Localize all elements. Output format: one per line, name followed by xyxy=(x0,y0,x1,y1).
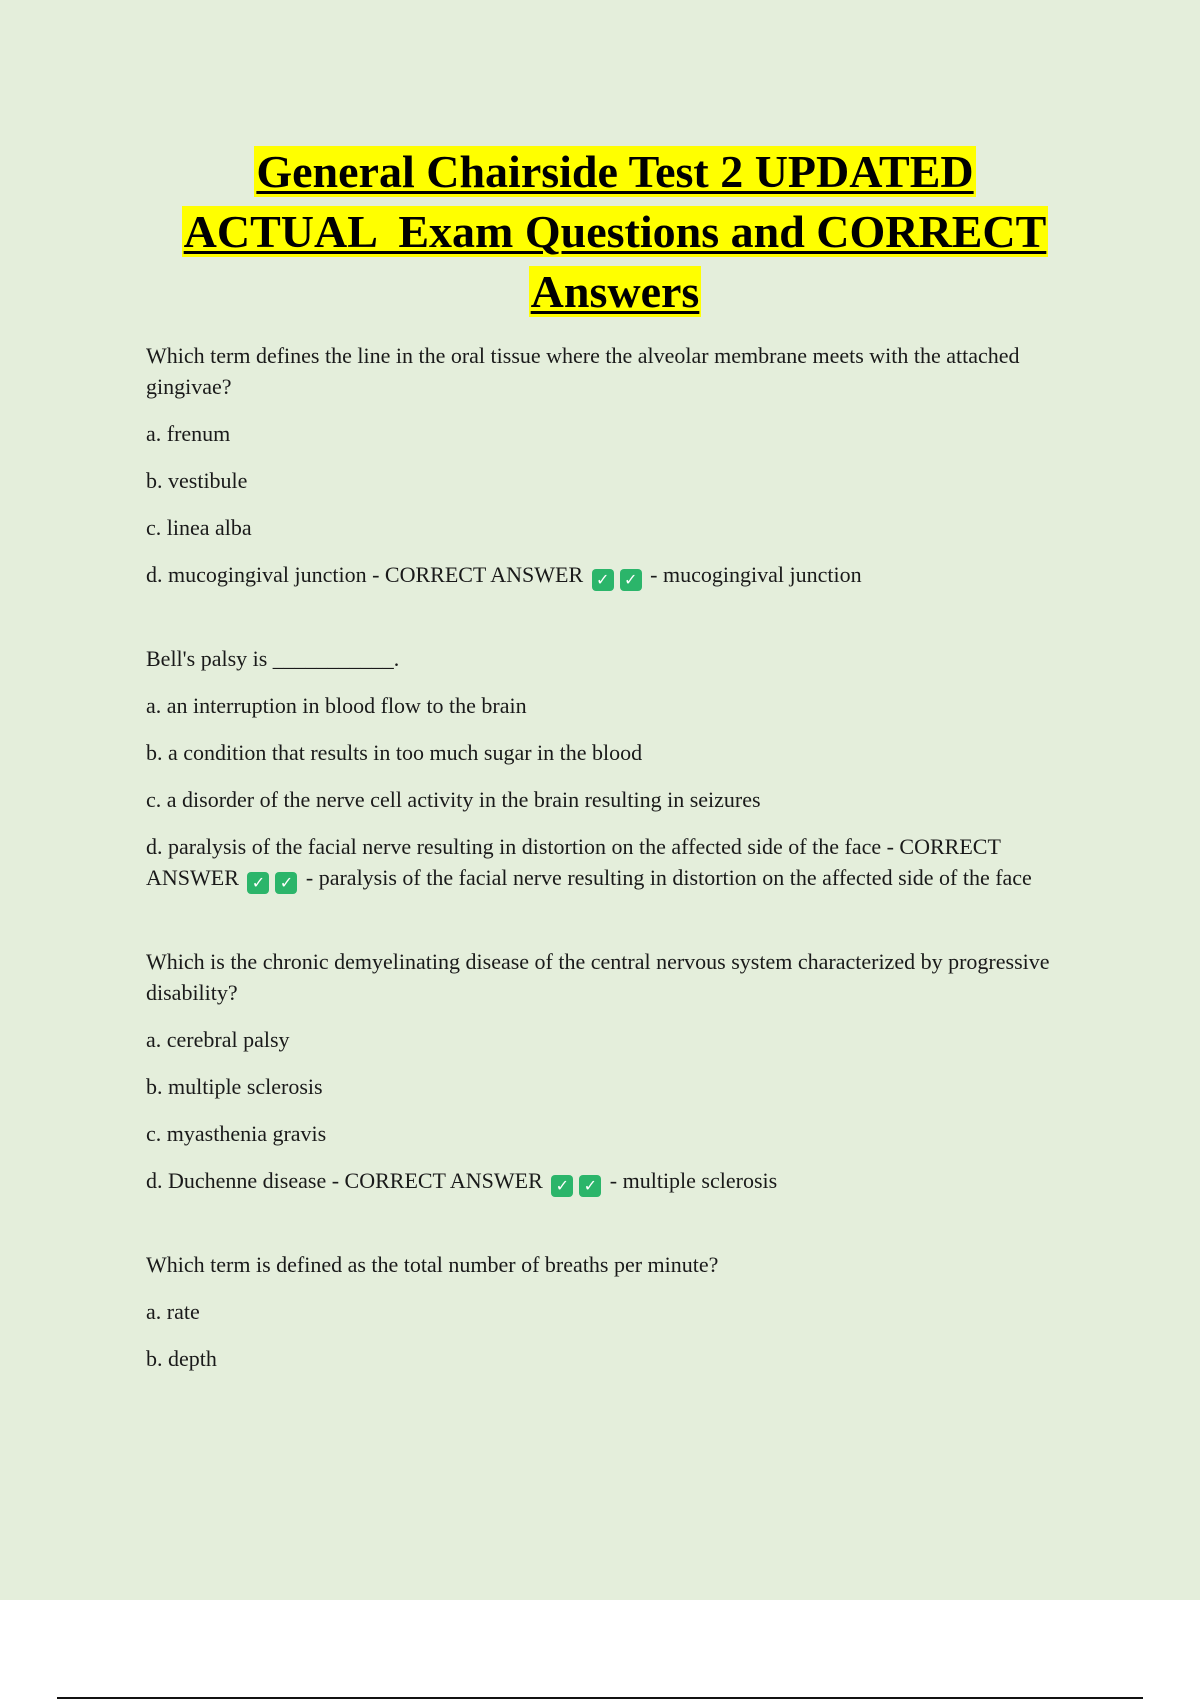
question-text: Which term is defined as the total number of breaths per minute? xyxy=(146,1252,719,1277)
check-mark-icon: ✓ xyxy=(247,872,269,894)
correct-answer-text: - mucogingival junction xyxy=(650,562,862,587)
title-line: ACTUAL Exam Questions and CORRECT xyxy=(183,206,1047,257)
question-list xyxy=(146,340,1096,1390)
answer-option: b. depth xyxy=(146,1346,217,1371)
question-block xyxy=(146,946,1096,1197)
check-mark-icon: ✓ xyxy=(275,872,297,894)
correct-answer-option xyxy=(146,559,1096,591)
check-mark-icon: ✓ xyxy=(551,1175,573,1197)
option-text: d. mucogingival junction - CORRECT ANSWER xyxy=(146,562,584,587)
option-text: d. Duchenne disease - CORRECT ANSWER xyxy=(146,1168,543,1193)
answer-option: c. myasthenia gravis xyxy=(146,1121,327,1146)
check-mark-icon: ✓ xyxy=(592,569,614,591)
question-block xyxy=(146,643,1096,894)
answer-option: b. a condition that results in too much sugar in the blood xyxy=(146,740,643,765)
check-mark-icon: ✓ xyxy=(579,1175,601,1197)
title-line: Answers xyxy=(530,266,700,317)
question-text: Bell's palsy is ___________. xyxy=(146,646,400,671)
question-text: Which is the chronic demyelinating disease of the central nervous system characterized by progressive disability? xyxy=(146,949,1050,1005)
question-block xyxy=(146,1249,1096,1374)
answer-option: b. vestibule xyxy=(146,468,248,493)
answer-option: a. frenum xyxy=(146,421,231,446)
correct-answer-text: - multiple sclerosis xyxy=(609,1168,778,1193)
title-line: General Chairside Test 2 UPDATED xyxy=(256,146,974,197)
question-block xyxy=(146,340,1096,591)
answer-option: a. cerebral palsy xyxy=(146,1027,290,1052)
answer-option: a. rate xyxy=(146,1299,200,1324)
option-text: d. paralysis of the facial nerve resulting in distortion on the affected side of the face - CORRECT ANSWER xyxy=(146,834,1001,890)
correct-answer-option xyxy=(146,1165,1096,1197)
answer-option: a. an interruption in blood flow to the brain xyxy=(146,693,527,718)
answer-option: c. a disorder of the nerve cell activity in the brain resulting in seizures xyxy=(146,787,761,812)
question-text: Which term defines the line in the oral tissue where the alveolar membrane meets with the attached gingivae? xyxy=(146,343,1020,399)
answer-option: c. linea alba xyxy=(146,515,252,540)
answer-option: b. multiple sclerosis xyxy=(146,1074,323,1099)
correct-answer-text: - paralysis of the facial nerve resulting in distortion on the affected side of the face xyxy=(305,865,1032,890)
correct-answer-option xyxy=(146,831,1096,894)
check-mark-icon: ✓ xyxy=(620,569,642,591)
document-title xyxy=(110,142,1120,322)
footer-divider xyxy=(57,1697,1143,1699)
